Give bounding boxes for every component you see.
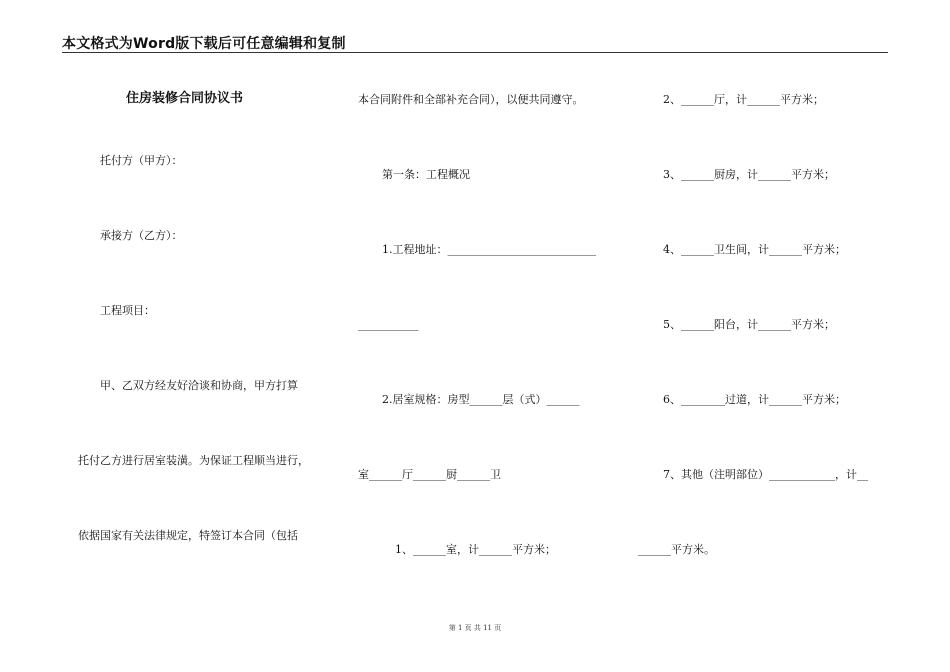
list-item: 5、______阳台，计______平方米；: [663, 318, 835, 331]
room-spec-field: 2.居室规格：房型______层（式）______: [382, 393, 580, 406]
header-rule: [62, 52, 888, 53]
paragraph-line: 依据国家有关法律规定，特签订本合同（包括: [78, 529, 298, 542]
paragraph-line: 甲、乙双方经友好洽谈和协商，甲方打算: [100, 379, 298, 392]
page-header: 本文格式为Word版下载后可任意编辑和复制: [62, 36, 346, 52]
address-field: 1.工程地址：___________________________: [382, 243, 596, 256]
list-item: 1、______室，计______平方米；: [395, 543, 556, 556]
list-item: 2、______厅，计______平方米；: [663, 93, 824, 106]
page-number: 第 1 页 共 11 页: [448, 624, 502, 632]
list-item-cont: ______平方米。: [638, 543, 715, 556]
list-item: 7、其他（注明部位）____________，计__: [663, 468, 868, 481]
client-label: 托付方（甲方）：: [100, 154, 183, 167]
project-label: 工程项目：: [100, 304, 155, 317]
paragraph-line: 托付乙方进行居室装潢。为保证工程顺当进行，: [78, 454, 309, 467]
list-item: 6、________过道，计______平方米；: [663, 393, 846, 406]
paragraph-line: 本合同附件和全部补充合同），以便共同遵守。: [358, 93, 584, 106]
document-title: 住房装修合同协议书: [126, 91, 244, 106]
room-spec-field-cont: 室______厅______厨______卫: [358, 468, 501, 481]
list-item: 3、______厨房，计______平方米；: [663, 168, 835, 181]
article-heading: 第一条：工程概况: [382, 168, 470, 181]
contractor-label: 承接方（乙方）：: [100, 229, 183, 242]
address-field-cont: ___________: [358, 318, 419, 331]
list-item: 4、______卫生间，计______平方米；: [663, 243, 846, 256]
